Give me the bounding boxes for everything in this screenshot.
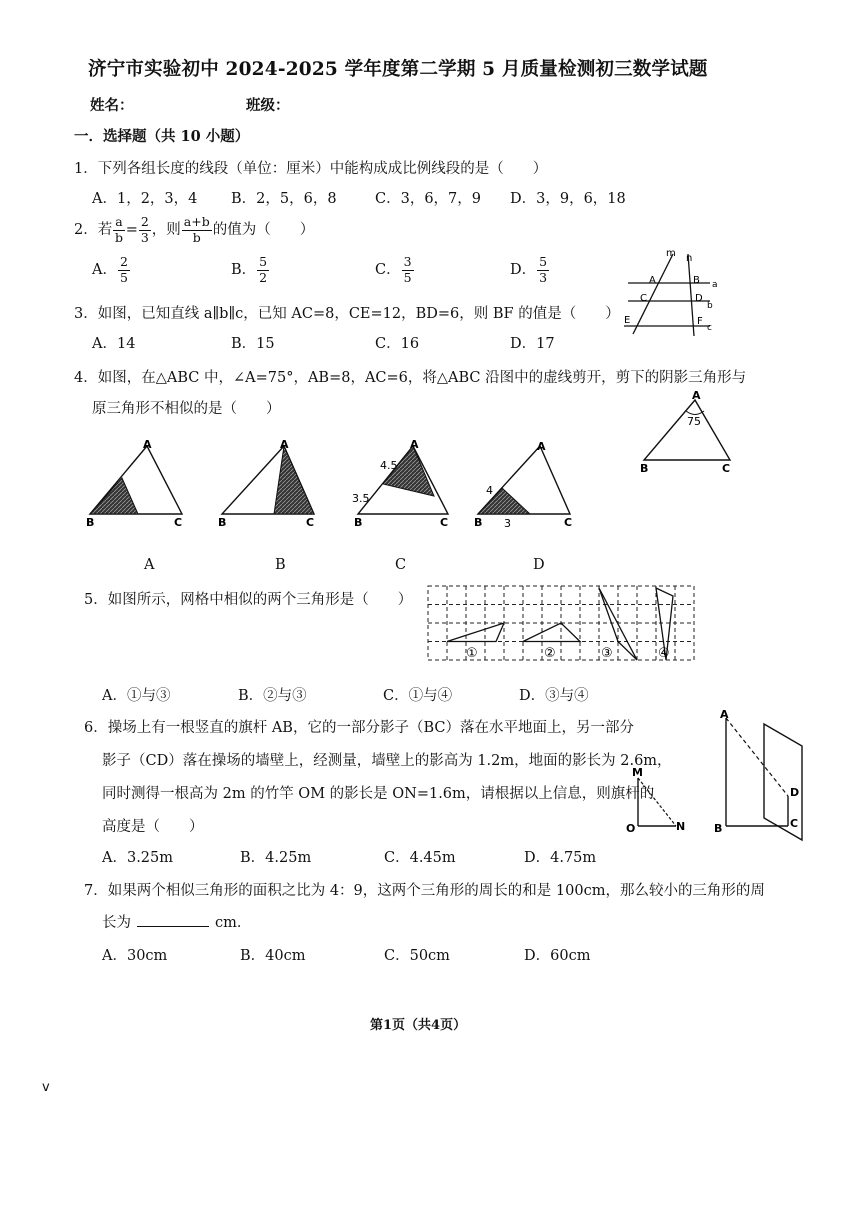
page-title: 济宁市实验初中 2024-2025 学年度第二学期 5 月质量检测初三数学试题 — [88, 59, 708, 80]
q4-choice-b-figure — [214, 436, 324, 531]
q6-label-D: D — [790, 786, 800, 799]
q4d-label-A: A — [537, 440, 546, 453]
q2-prefix: 2．若 — [74, 222, 113, 238]
q2-option-b-den: 2 — [259, 269, 268, 285]
q1-option-a: A．1，2，3，4 — [92, 191, 198, 207]
q5-label-4: ④ — [658, 646, 670, 661]
q2-expr-den: b — [192, 229, 201, 245]
q2-option-a-num: 2 — [119, 254, 128, 269]
q1-option-b: B．2，5，6，8 — [231, 191, 337, 207]
q4-stem-line2: 原三角形不相似的是（ ） — [92, 401, 281, 417]
q4c-side-label-1: 4.5 — [380, 459, 398, 472]
q6-option-d: D．4.75m — [524, 850, 597, 866]
q3-option-a: A．14 — [92, 336, 136, 352]
q3-label-D: D — [695, 293, 703, 304]
q3-label-A: A — [649, 275, 656, 286]
q2-ratio-fraction — [139, 216, 151, 244]
q2-stem — [74, 216, 314, 244]
q4a-label-C: C — [174, 516, 183, 529]
q4-main-triangle — [630, 386, 750, 476]
q6-line3: 同时测得一根高为 2m 的竹竿 OM 的影长是 ON=1.6m，请根据以上信息，则旗杆的 — [102, 786, 655, 802]
q3-option-b: B．15 — [231, 336, 275, 352]
q4b-label-C: C — [306, 516, 315, 529]
q5-label-3: ③ — [601, 646, 613, 661]
q4-caption-b: B — [275, 557, 286, 573]
q3-option-d: D．17 — [510, 336, 555, 352]
q3-label-B: B — [693, 275, 700, 286]
q2-suffix: 的值为（ ） — [212, 222, 315, 238]
q3-label-m: m — [666, 250, 676, 259]
q3-option-c: C．16 — [375, 336, 420, 352]
q6-line1: 6．操场上有一根竖直的旗杆 AB，它的一部分影子（BC）落在水平地面上，另一部分 — [84, 720, 634, 736]
q4-main-angle-label: 75 — [687, 415, 701, 428]
q3-label-a: a — [712, 280, 718, 290]
q2-option-d-den: 3 — [539, 269, 548, 285]
q2-option-c-letter: C． — [375, 262, 401, 278]
q4-choice-d-figure — [470, 436, 585, 536]
q5-label-2: ② — [544, 646, 556, 661]
q1-option-d: D．3，9，6，18 — [510, 191, 626, 207]
q4-caption-c: C — [395, 557, 407, 573]
q7-line2-suffix: cm． — [215, 915, 252, 931]
q2-cond-eq: = — [125, 222, 138, 238]
q3-label-n: n — [686, 253, 693, 264]
q4-main-label-A: A — [692, 389, 701, 402]
q7-option-d: D．60cm — [524, 948, 591, 964]
q4-main-label-C: C — [722, 462, 731, 475]
q2-mid: ，则 — [151, 222, 181, 238]
q6-label-B: B — [714, 822, 723, 835]
q5-option-c: C．①与④ — [383, 688, 453, 704]
q6-pole-shadow-figure — [622, 764, 688, 836]
q5-option-d: D．③与④ — [519, 688, 589, 704]
q4c-label-C: C — [440, 516, 449, 529]
q7-line2-prefix: 长为 — [102, 915, 131, 931]
q4a-label-A: A — [143, 438, 152, 451]
q2-option-a-den: 5 — [119, 269, 128, 285]
q4c-label-B: B — [354, 516, 363, 529]
q4-main-label-B: B — [640, 462, 649, 475]
stray-mark: v — [42, 1080, 50, 1095]
q7-option-a: A．30cm — [102, 948, 168, 964]
q3-parallel-lines-figure — [618, 250, 718, 340]
q6-label-C: C — [790, 817, 799, 830]
q2-option-d-num: 5 — [539, 254, 548, 269]
q6-flagpole-wall-figure — [708, 706, 812, 846]
q4-stem-line1: 4．如图，在△ABC 中，∠A=75°，AB=8，AC=6，将△ABC 沿图中的虚线剪开，剪下的阴影三角形与 — [74, 370, 747, 386]
q4b-label-A: A — [280, 438, 289, 451]
q5-stem: 5．如图所示，网格中相似的两个三角形是（ ） — [84, 592, 413, 608]
q2-cond-fraction — [113, 216, 124, 244]
q6-option-b: B．4.25m — [240, 850, 312, 866]
name-label: 姓名： — [90, 97, 134, 114]
q1-stem: 1．下列各组长度的线段（单位：厘米）中能构成成比例线段的是（ ） — [74, 161, 548, 177]
q2-option-c — [375, 256, 415, 284]
q2-ratio-den: 3 — [140, 229, 149, 245]
q2-expr-num: a+b — [183, 214, 210, 229]
q3-stem: 3．如图，已知直线 a∥b∥c，已知 AC=8，CE=12，BD=6，则 BF 的值是（ ） — [74, 306, 620, 322]
q6-line4: 高度是（ ） — [102, 819, 204, 835]
q2-option-d-letter: D． — [510, 262, 537, 278]
q2-option-b — [231, 256, 270, 284]
q3-label-F: F — [697, 316, 703, 327]
q2-option-a — [92, 256, 131, 284]
q7-option-b: B．40cm — [240, 948, 306, 964]
q4c-side-label-2: 3.5 — [352, 492, 370, 505]
q6-label-O: O — [626, 822, 636, 835]
q7-line1: 7．如果两个相似三角形的面积之比为 4：9，这两个三角形的周长的和是 100cm，那么较小的三角形的周 — [84, 883, 765, 899]
q2-option-b-num: 5 — [259, 254, 268, 269]
q4b-label-B: B — [218, 516, 227, 529]
q3-label-b: b — [707, 301, 713, 311]
section-title: 一．选择题（共 10 小题） — [74, 128, 250, 145]
q6-option-c: C．4.45m — [384, 850, 456, 866]
q7-option-c: C．50cm — [384, 948, 450, 964]
q1-option-c: C．3，6，7，9 — [375, 191, 481, 207]
q2-option-d — [510, 256, 550, 284]
page-number: 第1页（共4页） — [370, 1018, 467, 1033]
q4d-side-label-2: 3 — [504, 517, 511, 530]
q2-cond-num: a — [115, 214, 123, 229]
q2-cond-den: b — [114, 229, 123, 245]
class-label: 班级： — [246, 97, 290, 114]
q6-label-M: M — [632, 766, 643, 779]
q3-label-E: E — [624, 315, 631, 326]
q3-label-c: c — [707, 323, 712, 333]
q7-answer-blank — [137, 926, 209, 927]
q4-caption-a: A — [144, 557, 155, 573]
q6-line2: 影子（CD）落在操场的墙壁上，经测量，墙壁上的影高为 1.2m，地面的影长为 2.6m， — [102, 753, 672, 769]
q5-label-1: ① — [466, 646, 478, 661]
q5-option-a: A．①与③ — [102, 688, 171, 704]
q5-grid-figure — [426, 584, 698, 664]
q4-choice-a-figure — [82, 436, 192, 531]
q4d-label-C: C — [564, 516, 573, 529]
q2-ratio-num: 2 — [140, 214, 149, 229]
q2-option-a-letter: A． — [92, 262, 117, 278]
q6-label-N: N — [676, 820, 686, 833]
q4-caption-d: D — [533, 557, 545, 573]
q4d-side-label-1: 4 — [486, 484, 493, 497]
q6-option-a: A．3.25m — [102, 850, 174, 866]
q4-choice-c-figure — [348, 436, 458, 531]
q4a-label-B: B — [86, 516, 95, 529]
q5-option-b: B．②与③ — [238, 688, 307, 704]
q2-option-c-num: 3 — [403, 254, 412, 269]
q2-option-c-den: 5 — [403, 269, 412, 285]
q3-label-C: C — [640, 293, 647, 304]
q4c-label-A: A — [410, 438, 419, 451]
q6-label-A: A — [720, 708, 729, 721]
q7-line2 — [102, 911, 251, 932]
q4d-label-B: B — [474, 516, 483, 529]
q2-option-b-letter: B． — [231, 262, 257, 278]
q2-expr-fraction — [182, 216, 212, 244]
